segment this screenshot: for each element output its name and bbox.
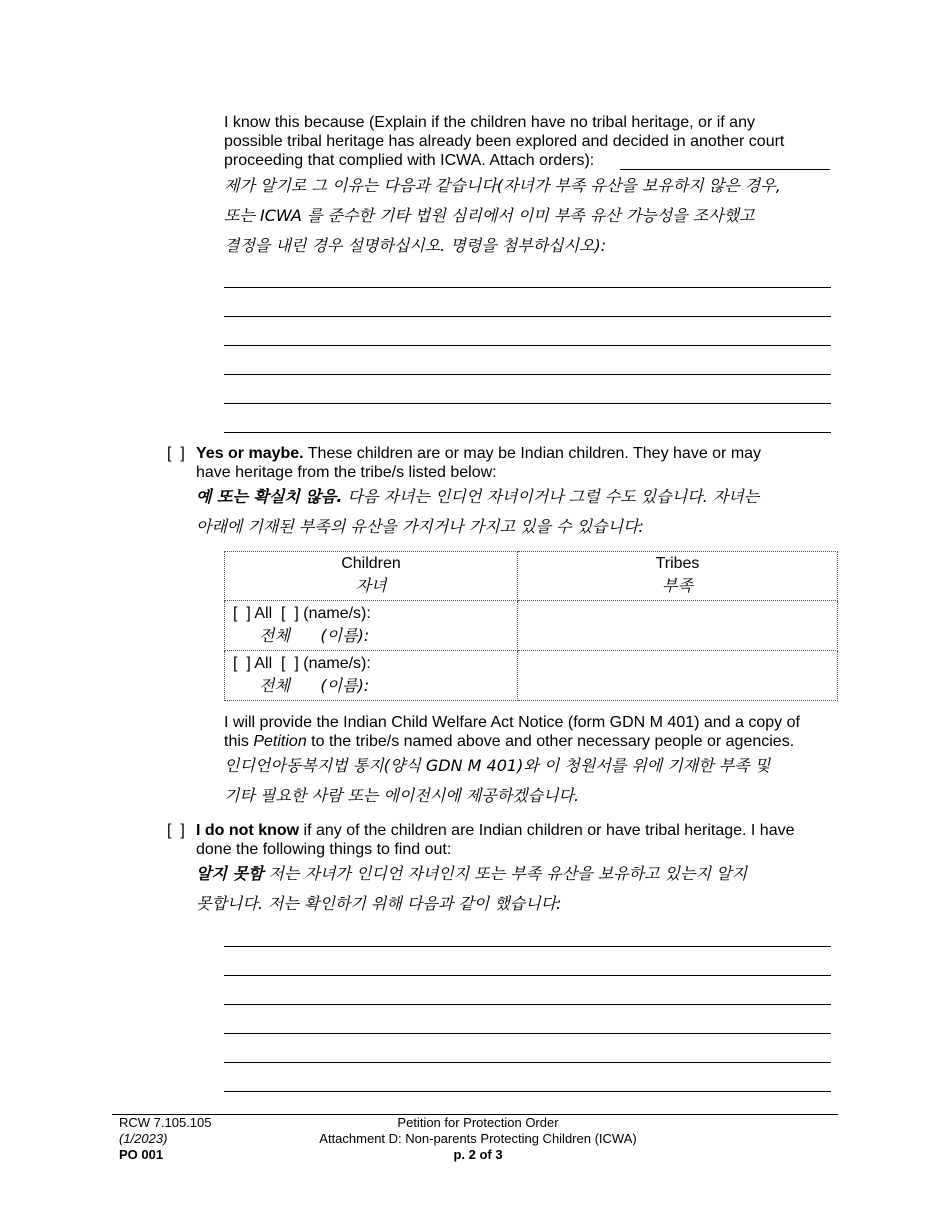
do-not-know-ko-line-1 [196,859,747,889]
children-cell[interactable] [225,651,518,701]
yes-or-maybe-line-1 [196,444,761,463]
all-or-names-options-ko: 전체 (이름): [259,626,370,645]
notice-ko-line-1: 인디언아동복지법 통지(양식 GDN M 401)와 이 청원서를 위에 기재한 부족 및 [224,756,771,775]
know-answer-line-2[interactable] [224,316,831,317]
do-not-know-ko-line-2: 못합니다. 저는 확인하기 위해 다음과 같이 했습니다: [196,894,562,913]
know-explanation-ko-line-1: 제가 알기로 그 이유는 다음과 같습니다(자녀가 부족 유산을 보유하지 않은 경우, [224,176,781,195]
children-cell[interactable] [225,601,518,651]
do-not-know-answer-line-3[interactable] [224,1004,831,1005]
yes-or-maybe-ko-label: 예 또는 확실치 않음. [196,487,343,506]
do-not-know-answer-line-6[interactable] [224,1091,831,1092]
tribes-header [518,552,838,601]
all-or-names-options-ko: 전체 (이름): [259,676,370,695]
know-answer-line-5[interactable] [224,403,831,404]
attach-orders-fill-line[interactable] [620,169,830,170]
petition-term: Petition [253,733,307,750]
notice-line-2-start: this [224,733,254,750]
footer-rcw: RCW 7.105.105 [119,1115,212,1130]
footer-subtitle: Attachment D: Non-parents Protecting Children (ICWA) [319,1131,637,1146]
know-answer-line-1[interactable] [224,287,831,288]
do-not-know-answer-line-2[interactable] [224,975,831,976]
footer-form-number: PO 001 [119,1147,164,1162]
yes-or-maybe-ko-text: 다음 자녀는 인디언 자녀이거나 그럴 수도 있습니다. 자녀는 [342,487,760,506]
yes-or-maybe-line-2: have heritage from the tribe/s listed below: [196,464,497,481]
know-explanation-line-1: I know this because (Explain if the children have no tribal heritage, or if any [224,114,755,131]
children-header-ko: 자녀 [355,576,387,595]
children-header-label: Children [341,555,401,572]
do-not-know-answer-line-4[interactable] [224,1033,831,1034]
children-header [225,552,518,601]
do-not-know-line-2: done the following things to find out: [196,841,452,858]
table-header-row [225,552,838,601]
do-not-know-ko-text: 저는 자녀가 인디언 자녀인지 또는 부족 유산을 보유하고 있는지 알지 [263,864,748,883]
do-not-know-ko-label: 알지 못함 [196,864,264,883]
table-row [225,651,838,701]
all-or-names-options[interactable]: [ ] All [ ] (name/s): [233,605,371,622]
know-explanation-line-3: proceeding that complied with ICWA. Attach orders): [224,152,595,169]
yes-or-maybe-ko-line-1 [196,482,759,512]
know-explanation-ko-line-3: 결정을 내린 경우 설명하십시오. 명령을 첨부하십시오): [224,236,607,255]
tribes-cell[interactable] [518,651,838,701]
table-row [225,601,838,651]
do-not-know-answer-line-1[interactable] [224,946,831,947]
notice-line-1: I will provide the Indian Child Welfare Act Notice (form GDN M 401) and a copy of [224,714,800,731]
do-not-know-label: I do not know [196,822,300,839]
know-explanation-line-2: possible tribal heritage has already been explored and decided in another court [224,133,785,150]
notice-line-2-end: to the tribe/s named above and other necessary people or agencies. [306,733,795,750]
children-tribes-table [224,551,838,701]
yes-or-maybe-checkbox[interactable]: [ ] [167,445,185,462]
do-not-know-text: if any of the children are Indian children or have tribal heritage. I have [299,822,795,839]
know-explanation-ko-line-2: 또는 ICWA 를 준수한 기타 법원 심리에서 이미 부족 유산 가능성을 조사했고 [224,206,755,225]
all-or-names-options[interactable]: [ ] All [ ] (name/s): [233,655,371,672]
do-not-know-checkbox[interactable]: [ ] [167,822,185,839]
yes-or-maybe-ko-line-2: 아래에 기재된 부족의 유산을 가지거나 가지고 있을 수 있습니다: [196,517,644,536]
tribes-header-ko: 부족 [662,576,693,595]
yes-or-maybe-label: Yes or maybe. [196,445,304,462]
yes-or-maybe-text: These children are or may be Indian children. They have or may [303,445,762,462]
footer-page-number: p. 2 of 3 [453,1147,503,1162]
know-answer-line-4[interactable] [224,374,831,375]
tribes-cell[interactable] [518,601,838,651]
tribes-header-label: Tribes [655,555,700,572]
notice-ko-line-2: 기타 필요한 사람 또는 에이전시에 제공하겠습니다. [224,786,580,805]
footer-date: (1/2023) [119,1131,168,1146]
notice-line-2 [224,732,794,751]
do-not-know-answer-line-5[interactable] [224,1062,831,1063]
know-answer-line-3[interactable] [224,345,831,346]
footer-title: Petition for Protection Order [397,1115,559,1130]
do-not-know-line-1 [196,821,795,840]
know-answer-line-6[interactable] [224,432,831,433]
